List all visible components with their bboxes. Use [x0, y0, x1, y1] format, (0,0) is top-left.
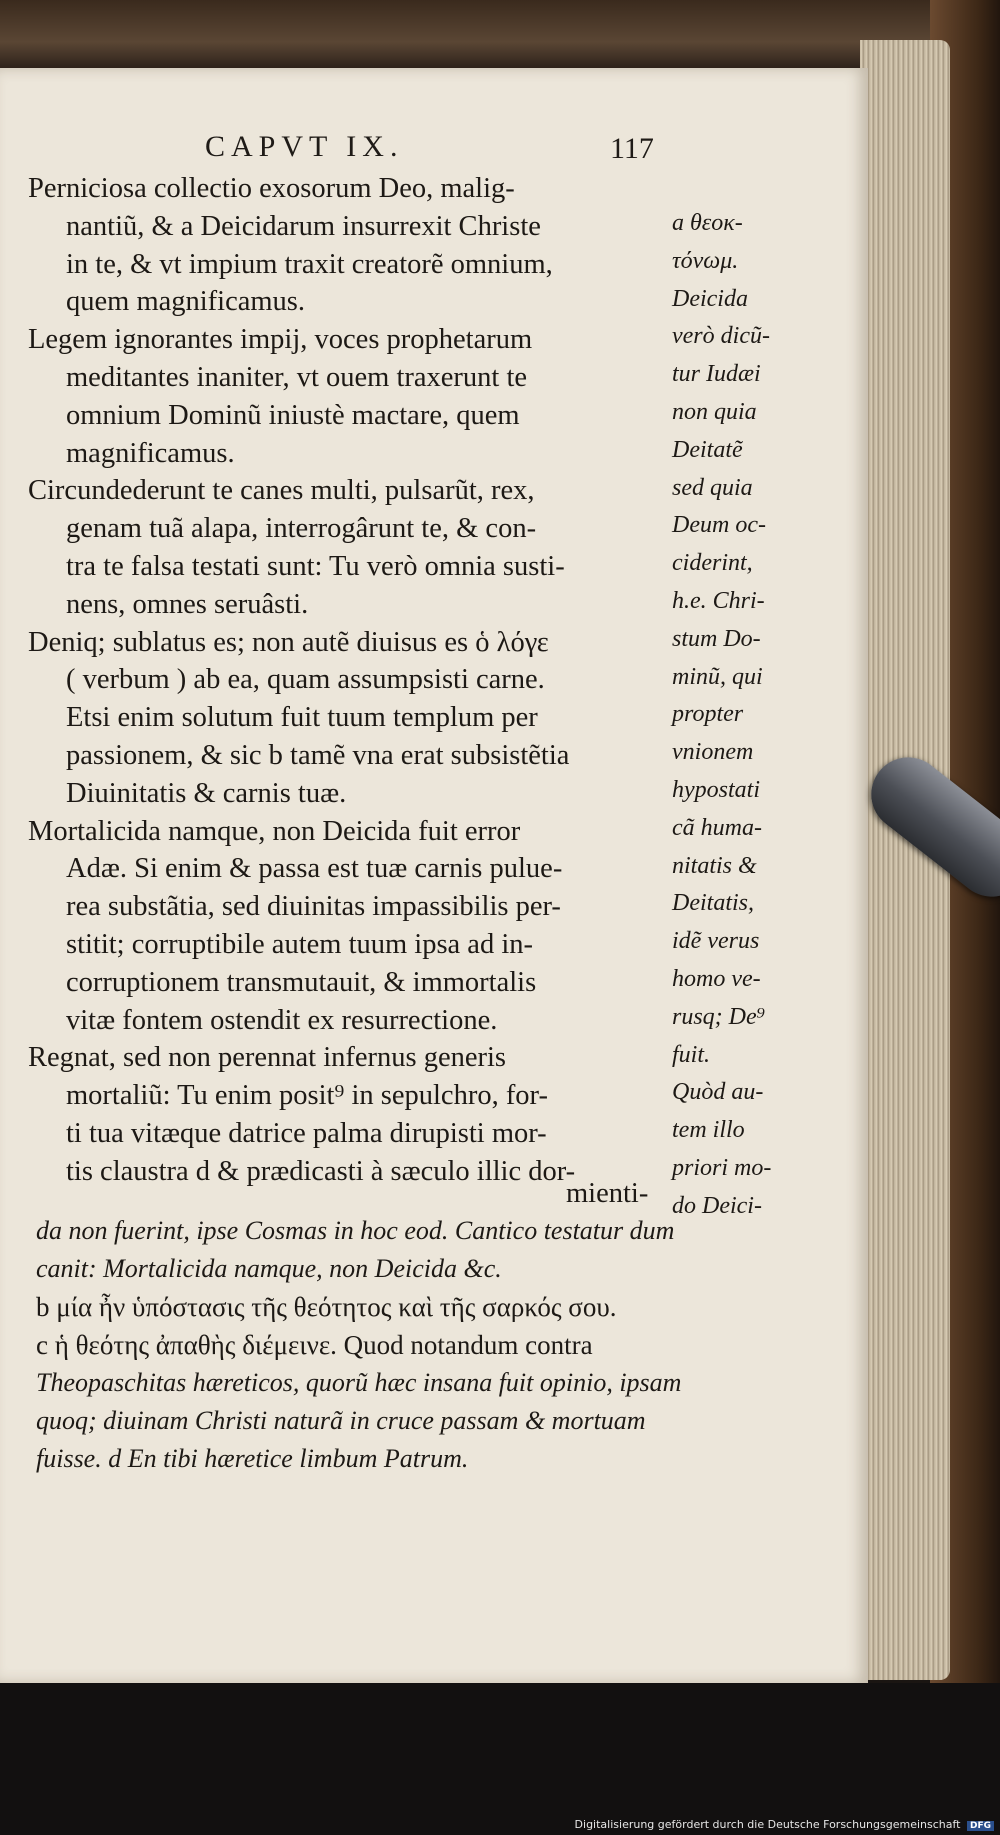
margin-note-line: Quòd au- — [672, 1079, 764, 1106]
margin-note-line: cã huma- — [672, 814, 762, 841]
margin-note-line: Deitatẽ — [672, 436, 743, 463]
margin-note-line: h.e. Chri- — [672, 587, 765, 614]
text-line: tra te falsa testati sunt: Tu verò omnia susti- — [66, 550, 565, 582]
digitization-credit — [575, 1818, 994, 1831]
text-line: nantiũ, & a Deicidarum insurrexit Christe — [66, 210, 541, 242]
margin-note-line: nitatis & — [672, 852, 757, 879]
footnotes-block — [36, 1212, 836, 1478]
text-line: Deniq; sublatus es; non autẽ diuisus es ὁ λόγε — [28, 626, 549, 658]
margin-note-line: minũ, qui — [672, 663, 763, 690]
page-number: 117 — [610, 132, 654, 165]
text-line: mortaliũ: Tu enim posit⁹ in sepulchro, for- — [66, 1080, 548, 1112]
text-line: ( verbum ) ab ea, quam assumpsisti carne. — [66, 664, 545, 696]
text-line: vitæ fontem ostendit ex resurrectione. — [66, 1004, 498, 1036]
margin-note-line: tur Iudæi — [672, 361, 761, 388]
text-line: Circundederunt te canes multi, pulsarũt, rex, — [28, 475, 535, 507]
margin-note-line: rusq; De⁹ — [672, 1003, 765, 1030]
margin-note-line: do Deici- — [672, 1192, 762, 1219]
margin-note-line: sed quia — [672, 474, 753, 501]
margin-note-line: homo ve- — [672, 965, 761, 992]
margin-note-line: verò dicũ- — [672, 323, 770, 350]
margin-note-line: τόνωμ. — [672, 247, 739, 274]
footnote-line: fuisse. d En tibi hæretice limbum Patrum. — [36, 1444, 469, 1473]
margin-note-line: tem illo — [672, 1117, 745, 1144]
text-line: ti tua vitæque datrice palma dirupisti mor- — [66, 1117, 547, 1149]
scan-background — [0, 1683, 1000, 1835]
text-line: quem magnificamus. — [66, 286, 306, 318]
margin-note-line: non quia — [672, 398, 757, 425]
text-line: meditantes inaniter, vt ouem traxerunt te — [66, 361, 528, 393]
text-line: Adæ. Si enim & passa est tuæ carnis pulue- — [66, 853, 563, 885]
margin-note-line: Deum oc- — [672, 512, 766, 539]
main-text-block — [28, 170, 668, 1191]
margin-note-line: hypostati — [672, 776, 760, 803]
text-line: magnificamus. — [66, 437, 235, 469]
margin-note-line: idẽ verus — [672, 928, 760, 955]
margin-notes — [672, 205, 822, 1226]
text-line: corruptionem transmutauit, & immortalis — [66, 966, 537, 998]
text-line: nens, omnes seruâsti. — [66, 588, 309, 620]
dfg-logo: DFG — [967, 1821, 994, 1831]
credit-text: Digitalisierung gefördert durch die Deutsche Forschungsgemeinschaft — [574, 1818, 961, 1831]
text-line: Etsi enim solutum fuit tuum templum per — [66, 702, 538, 734]
footnote-line: b μία ἦν ὑπόστασις τῆς θεότητος καὶ τῆς σαρκός σου. — [36, 1292, 617, 1322]
text-line: Legem ignorantes impij, voces prophetarum — [28, 324, 533, 356]
footnote-line: da non fuerint, ipse Cosmas in hoc eod. Cantico testatur dum — [36, 1216, 675, 1245]
text-line: passionem, & sic b tamẽ vna erat subsistẽtia — [66, 739, 570, 771]
margin-note-line: Deicida — [672, 285, 748, 312]
margin-note-line: propter — [672, 701, 744, 728]
text-line: tis claustra d & prædicasti à sæculo illic dor- — [66, 1155, 576, 1187]
footnote-line: Theopaschitas hæreticos, quorũ hæc insana fuit opinio, ipsam — [36, 1368, 682, 1397]
text-line: Mortalicida namque, non Deicida fuit error — [28, 815, 521, 847]
margin-note-line: a θεοκ- — [672, 210, 743, 236]
text-line: in te, & vt impium traxit creatorẽ omnium, — [66, 248, 553, 280]
margin-note-line: ciderint, — [672, 550, 753, 577]
footnote-line: c ἡ θεότης ἀπαθὴς διέμεινε. Quod notandum contra — [36, 1330, 593, 1360]
line-end-word: mienti- — [566, 1178, 649, 1209]
text-line: stitit; corruptibile autem tuum ipsa ad in- — [66, 928, 533, 960]
text-line: genam tuã alapa, interrogârunt te, & con- — [66, 513, 537, 545]
footnote-line: canit: Mortalicida namque, non Deicida &c. — [36, 1254, 502, 1283]
margin-note-line: priori mo- — [672, 1154, 772, 1181]
margin-note-line: stum Do- — [672, 625, 761, 652]
text-line: Diuinitatis & carnis tuæ. — [66, 777, 347, 809]
margin-note-line: Deitatis, — [672, 890, 754, 917]
running-head: CAPVT IX. — [205, 130, 404, 163]
margin-note-line: vnionem — [672, 739, 754, 766]
text-line: omnium Dominũ iniustè mactare, quem — [66, 399, 520, 431]
text-line: Regnat, sed non perennat infernus generis — [28, 1042, 507, 1074]
footnote-line: quoq; diuinam Christi naturã in cruce passam & mortuam — [36, 1406, 646, 1435]
text-line: Perniciosa collectio exosorum Deo, malig- — [28, 173, 515, 204]
margin-note-line: fuit. — [672, 1041, 711, 1068]
book-top-edge — [0, 0, 1000, 70]
text-line: rea substãtia, sed diuinitas impassibilis per- — [66, 891, 561, 923]
